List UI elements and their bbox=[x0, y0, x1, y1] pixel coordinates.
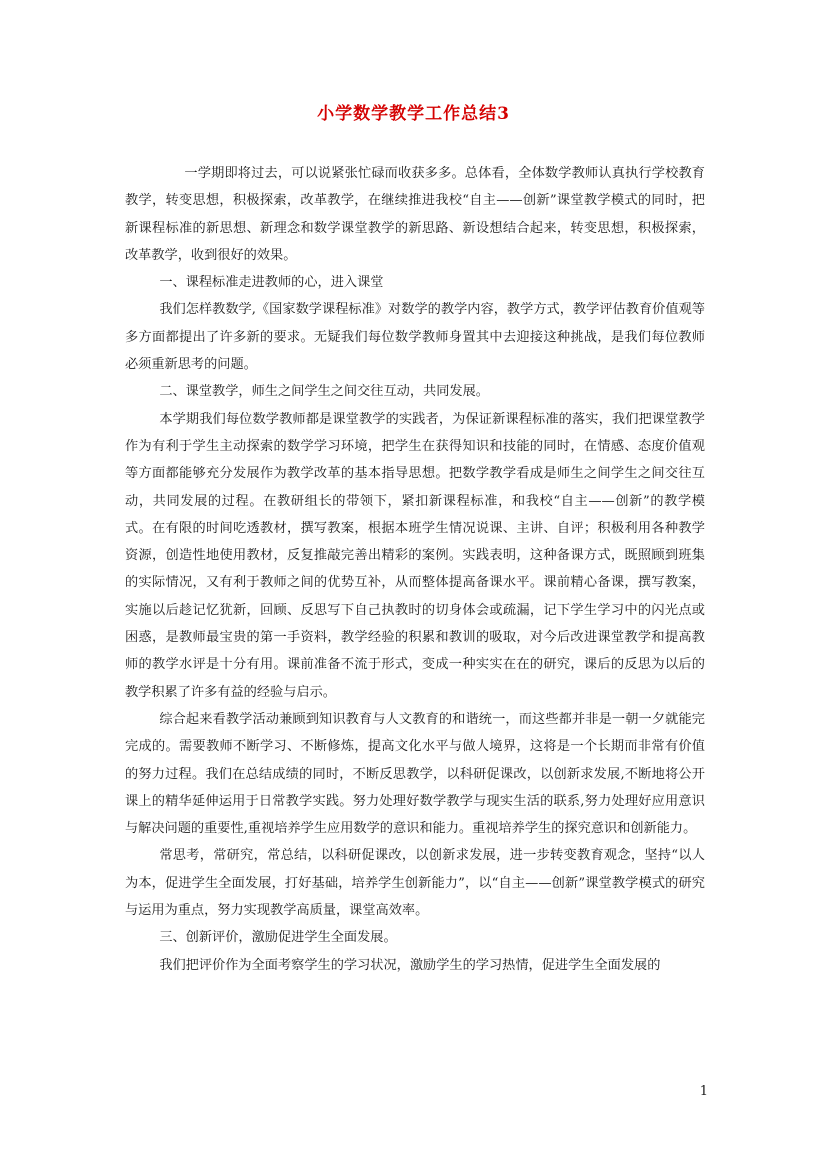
body-paragraph: 综合起来看教学活动兼顾到知识教育与人文教育的和谐统一，而这些都并非是一朝一夕就能完完成的。需要教师不断学习、不断修炼，提高文化水平与做人境界，这将是一个长期而非常有价值的努力过程。我们在总结成绩的同时，不断反思教学，以科研促课改，以创新求发展,不断地将公开课上的精华延伸运用于日常教学实践。努力处理好数学教学与现实生活的联系,努力处理好应用意识与解决问题的重要性,重视培养学生应用数学的意识和能力。重视培养学生的探究意识和创新能力。 bbox=[125, 711, 705, 837]
section-heading-2: 二、课堂教学，师生之间学生之间交往互动，共同发展。 bbox=[159, 384, 489, 400]
intro-paragraph: 一学期即将过去，可以说紧张忙碌而收获多多。总体看，全体数学教师认真执行学校教育教学，转变思想，积极探索，改革教学，在继续推进我校“自主——创新”课堂教学模式的同时，把新课程标准的新思想、新理念和数学课堂教学的新思路、新设想结合起来，转变思想，积极探索，改革教学，收到很好的效果。 bbox=[125, 166, 705, 263]
section-heading-3: 三、创新评价，激励促进学生全面发展。 bbox=[159, 930, 397, 946]
page-title: 小学数学教学工作总结3 bbox=[317, 104, 510, 124]
body-paragraph: 我们把评价作为全面考察学生的学习状况，激励学生的学习热情，促进学生全面发展的 bbox=[159, 957, 661, 973]
body-paragraph: 本学期我们每位数学教师都是课堂教学的实践者，为保证新课程标准的落实，我们把课堂教学作为有利于学生主动探索的数学学习环境，把学生在获得知识和技能的同时，在情感、态度价值观等方面都能够充分发展作为教学改革的基本指导思想。把数学教学看成是师生之间学生之间交往互动，共同发展的过程。在教研组长的带领下，紧扣新课程标准，和我校“自主——创新”的教学模式。在有限的时间吃透教材，撰写教案，根据本班学生情况说课、主讲、自评；积极利用各种教学资源，创造性地使用教材，反复推敲完善出精彩的案例。实践表明，这种备课方式，既照顾到班集的实际情况，又有利于教师之间的优势互补，从而整体提高备课水平。课前精心备课，撰写教案，实施以后趁记忆犹新，回顾、反思写下自己执教时的切身体会或疏漏，记下学生学习中的闪光点或困惑，是教师最宝贵的第一手资料，教学经验的积累和教训的吸取，对今后改进课堂教学和提高教师的教学水评是十分有用。课前准备不流于形式，变成一种实实在在的研究，课后的反思为以后的教学积累了许多有益的经验与启示。 bbox=[125, 411, 705, 700]
section-heading-1: 一、课程标准走进教师的心，进入课堂 bbox=[159, 275, 384, 291]
body-paragraph: 常思考，常研究，常总结，以科研促课改，以创新求发展，进一步转变教育观念，坚持“以人为本，促进学生全面发展，打好基础，培养学生创新能力”，以“自主——创新”课堂教学模式的研究与运用为重点，努力实现教学高质量，课堂高效率。 bbox=[125, 848, 705, 919]
document-body bbox=[125, 160, 705, 979]
body-paragraph: 我们怎样教数学,《国家数学课程标准》对数学的教学内容，教学方式，教学评估教育价值观等多方面都提出了许多新的要求。无疑我们每位数学教师身置其中去迎接这种挑战，是我们每位教师必须重新思考的问题。 bbox=[125, 302, 705, 373]
page-number: 1 bbox=[699, 1084, 708, 1099]
